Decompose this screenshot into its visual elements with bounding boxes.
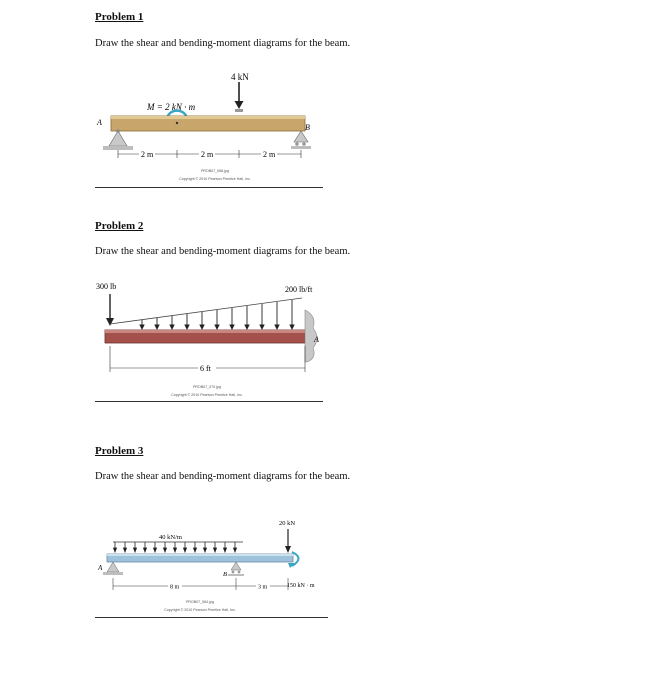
copyright: Copyright © 2010 Pearson Prentice Hall, Inc.	[179, 177, 251, 181]
support-a-label: A	[98, 564, 103, 572]
problem-2-heading: Problem 2	[95, 220, 144, 232]
dim-3: 2 m	[263, 150, 276, 159]
dist-load-label: 40 kN/m	[159, 534, 182, 541]
roller-support-b	[228, 562, 244, 576]
file-label: PROB07_068.jpg	[201, 169, 229, 173]
problem-3-figure	[95, 512, 340, 622]
uniform-load	[113, 542, 243, 552]
problem-2-instruction: Draw the shear and bending-moment diagrams for the beam.	[95, 246, 351, 257]
file-label: PROB07_070.jpg	[193, 385, 221, 389]
support-a-label: A	[314, 335, 319, 344]
support-b-label: B	[305, 123, 310, 132]
point-load-arrow	[106, 294, 114, 326]
point-load-label: 300 lb	[96, 282, 117, 291]
force-label: 4 kN	[231, 72, 249, 82]
problem-1-figure	[95, 68, 335, 188]
force-label: 20 kN	[279, 520, 296, 527]
divider-1	[95, 187, 323, 188]
dim-1: 2 m	[141, 150, 154, 159]
problem-3-heading: Problem 3	[95, 445, 144, 457]
copyright: Copyright © 2010 Pearson Prentice Hall, Inc.	[164, 608, 236, 612]
dim-2: 2 m	[201, 150, 214, 159]
support-b-label: B	[223, 571, 227, 578]
problem-3-instruction: Draw the shear and bending-moment diagrams for the beam.	[95, 471, 351, 482]
file-label: PROB07_084.jpg	[186, 600, 214, 604]
moment-label: M = 2 kN · m	[147, 102, 196, 112]
divider-3	[95, 617, 328, 618]
problem-1-heading: Problem 1	[95, 11, 144, 23]
roller-support-b	[291, 131, 311, 149]
pin-support-a	[103, 129, 133, 150]
force-arrow	[235, 82, 244, 112]
dim-2: 3 m	[258, 584, 268, 591]
force-arrow	[285, 529, 291, 553]
problem-2-figure	[95, 276, 335, 404]
moment-label: 150 kN · m	[287, 583, 315, 589]
problem-1-instruction: Draw the shear and bending-moment diagrams for the beam.	[95, 38, 351, 49]
dist-load-label: 200 lb/ft	[285, 285, 313, 294]
dim-1: 8 m	[170, 584, 180, 591]
copyright: Copyright © 2010 Pearson Prentice Hall, Inc.	[171, 393, 243, 397]
dim: 6 ft	[200, 364, 211, 373]
pin-support-a	[103, 562, 123, 575]
support-a-label: A	[97, 118, 102, 127]
triangular-load	[110, 298, 302, 329]
divider-2	[95, 401, 323, 402]
